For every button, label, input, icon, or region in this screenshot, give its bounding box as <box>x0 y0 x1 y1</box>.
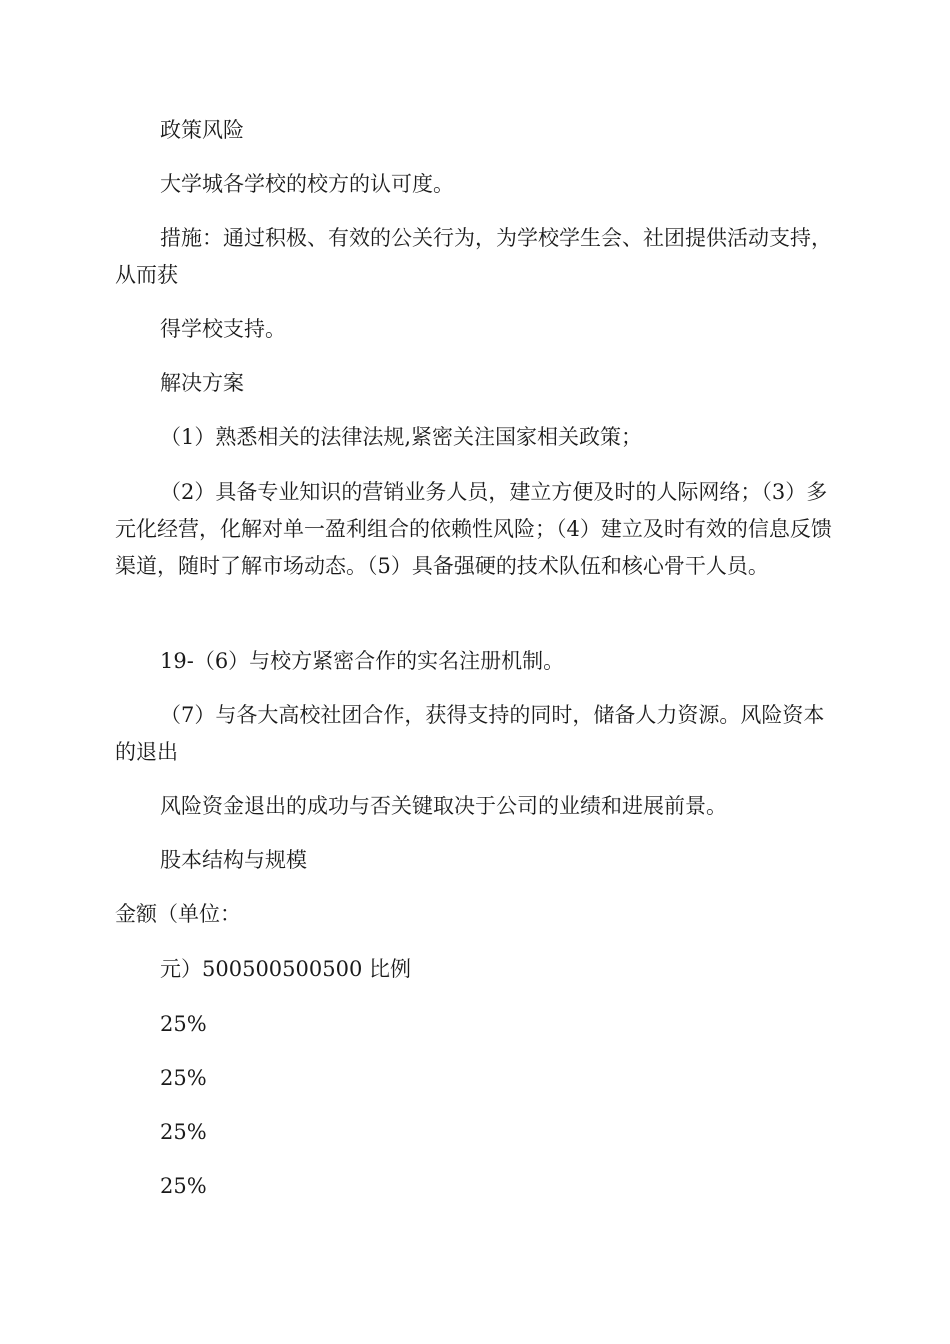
row-amounts-ratio: 元）500500500500 比例 <box>160 957 412 981</box>
ratio-value: 25% <box>160 1174 207 1198</box>
list-item-solution-7: （7）与各大高校社团合作，获得支持的同时，储备人力资源。风险资本的退出 <box>115 703 825 764</box>
heading-policy-risk: 政策风险 <box>160 118 244 142</box>
heading-solutions: 解决方案 <box>160 371 244 395</box>
label-amount-unit: 金额（单位： <box>115 902 241 926</box>
list-item-solutions-2-5: （2）具备专业知识的营销业务人员，建立方便及时的人际网络；（3）多元化经营，化解对单一盈利组合的依赖性风险；（4）建立及时有效的信息反馈渠道，随时了解市场动态。（5）具备强硬的技术队伍和核心骨干人员。 <box>115 480 832 578</box>
list-item-solution-1: （1）熟悉相关的法律法规,紧密关注国家相关政策； <box>160 425 643 449</box>
ratio-value: 25% <box>160 1066 207 1090</box>
heading-equity-structure: 股本结构与规模 <box>160 848 307 872</box>
paragraph-school-support: 得学校支持。 <box>160 317 286 341</box>
ratio-value: 25% <box>160 1012 207 1036</box>
paragraph-exit-success: 风险资金退出的成功与否关键取决于公司的业绩和进展前景。 <box>160 794 727 818</box>
list-item-solution-6: 19-（6）与校方紧密合作的实名注册机制。 <box>160 649 565 673</box>
ratio-value: 25% <box>160 1120 207 1144</box>
paragraph-school-recognition: 大学城各学校的校方的认可度。 <box>160 172 454 196</box>
paragraph-measures: 措施：通过积极、有效的公关行为，为学校学生会、社团提供活动支持，从而获 <box>115 226 832 287</box>
